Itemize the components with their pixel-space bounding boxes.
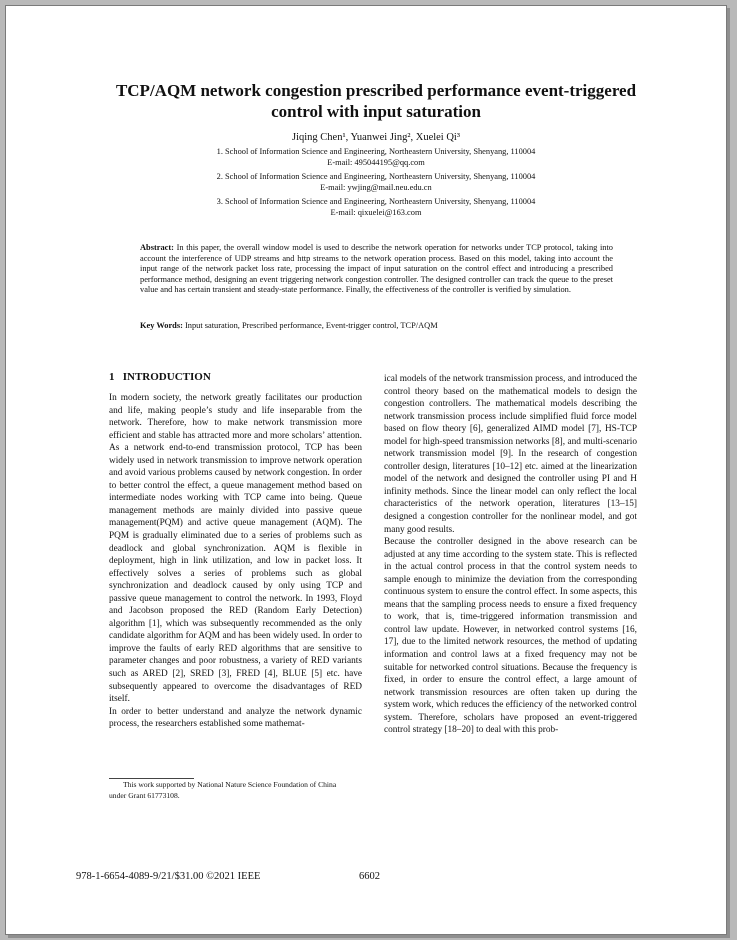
author-list: Jiqing Chen¹, Yuanwei Jing², Xuelei Qi³	[292, 132, 460, 143]
section-title: INTRODUCTION	[122, 371, 211, 383]
affiliation-3-email: E-mail: qixuelei@163.com	[330, 207, 422, 217]
footnote-line-1: This work supported by National Nature Science Foundation of China	[123, 780, 337, 789]
section-heading	[109, 371, 211, 383]
footnote	[109, 780, 364, 801]
affiliation-1	[66, 147, 686, 168]
affiliation-1-email: E-mail: 495044195@qq.com	[327, 157, 425, 167]
paper-page	[5, 5, 727, 935]
affiliation-2	[66, 172, 686, 193]
abstract-label: Abstract:	[140, 243, 174, 252]
isbn-footer: 978-1-6654-4089-9/21/$31.00 ©2021 IEEE	[76, 871, 261, 882]
section-number: 1	[109, 371, 115, 383]
affiliation-3	[66, 197, 686, 218]
left-paragraph-1: In modern society, the network greatly facilitates our production and life, making people’s study and life inseparable from the network. Therefore, how to make network transmission more efficient and stable has attracted more and more scholars’ attention. As a network end-to-end transmission protocol, TCP has been widely used in network transmission to improve network operation and avoid various problems caused by network congestion. In order to better control the effect, a queue management method based on intermediate nodes working with TCP came into being. Queue management methods are mainly divided into passive queue management(PQM) and active queue management (AQM). The PQM is gradually eliminated due to a series of problems such as deadlock and global synchronization. AQM is flexible in deployment, high in link utilization, and low in packet loss. It effectively solves a series of problems such as global synchronization and deadlock caused by only using TCP and passive queue management to control the network. In 1993, Floyd and Jacobson proposed the RED (Random Early Detection) algorithm [1], which was subsequently recommended as the only candidate algorithm for AQM and has been widely used. In order to improve the faults of early RED algorithms that are sensitive to parameter changes and poor robustness, a variety of RED variants such as ARED [2], SRED [3], FRED [4], BLUE [5] etc. have subsequently appeared to overcome the disadvantages of RED itself.	[109, 393, 362, 705]
title-line-1: TCP/AQM network congestion prescribed performance event-triggered	[115, 81, 637, 100]
page-number: 6602	[359, 871, 380, 882]
keywords-label: Key Words:	[140, 321, 183, 330]
keywords	[140, 321, 613, 332]
affiliation-2-address: 2. School of Information Science and Engineering, Northeastern University, Shenyang, 110004	[216, 172, 536, 181]
abstract-text: In this paper, the overall window model is used to describe the network operation for networks under TCP protocol, taking into account the interference of UDP streams and http streams to the network operation process. Based on this model, taking into account the input range of the network packet loss rate, processing the impact of input saturation on the control effect and introducing a prescribed performance method, designing an event triggering network congestion controller. The designed controller can track the queue to the preset value and has certain transient and steady-state performance. Finally, the effectiveness of the controller is verified by simulation.	[140, 243, 613, 295]
affiliation-2-email: E-mail: ywjing@mail.neu.edu.cn	[320, 182, 432, 192]
right-paragraph-1: ical models of the network transmission process, and introduced the control theory based on the mathematical models to design the congestion controllers. The mathematical models describing the network transmission process include simplified fluid force model based on flow theory [6], generalized AIMD model [7], HS-TCP model for high-speed transmission networks [8], and multi-scenario network transmission model [9]. In the research of congestion controller design, literatures [10–12] etc. aimed at the linearization model of the network and designed the controller using PI and H infinity methods. Since the linear model can only reflect the local characteristics of the network operation, literatures [13–15] designed a congestion controller for the nonlinear model, and got many good results.	[384, 374, 637, 535]
right-column	[384, 373, 637, 737]
abstract	[140, 243, 613, 296]
right-paragraph-2: Because the controller designed in the above research can be adjusted at any time according to the system state. This is reflected in the actual control process in that the control system needs to sample enough to minimize the deviation from the corresponding continuous system to ensure the control effect. In some aspects, this means that the sampling process needs to ensure a fixed frequency to work, that is, time-triggered information transmission and control law update. However, in networked control systems [16, 17], due to the limited network resources, the method of updating information and control laws at a fixed frequency may not be suitable for networked control situations. Because the frequency is fixed, in order to ensure the control effect, a large amount of network transmission resources are often taken up during the system work, which reduces the efficiency of the networked control system. Therefore, scholars have proposed an event-triggered control strategy [18–20] to deal with this prob-	[384, 537, 637, 736]
left-column	[109, 392, 362, 731]
keywords-text: Input saturation, Prescribed performance, Event-trigger control, TCP/AQM	[184, 321, 438, 330]
paper-title	[66, 80, 686, 122]
affiliation-1-address: 1. School of Information Science and Engineering, Northeastern University, Shenyang, 110004	[216, 147, 536, 156]
footnote-line-2: under Grant 61773108.	[109, 790, 180, 800]
footnote-rule	[109, 778, 194, 779]
left-paragraph-2: In order to better understand and analyze the network dynamic process, the researchers established some mathemat-	[109, 706, 362, 730]
affiliation-3-address: 3. School of Information Science and Engineering, Northeastern University, Shenyang, 110004	[216, 197, 536, 206]
title-line-2: control with input saturation	[271, 102, 481, 121]
